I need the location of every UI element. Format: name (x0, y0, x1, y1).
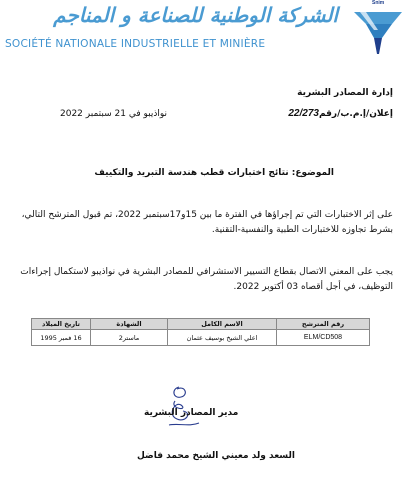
cell-birth-date: 16 فمبر 1995 (32, 330, 91, 346)
table-header-row (32, 319, 370, 330)
reference-label: إعلان/إ.م.ب/رقم (318, 109, 393, 119)
body-paragraph-2: يجب على المعني الاتصال بقطاع التسيير الاستشرافي للمصادر البشرية في نواذيبو لاستكمال إجراءات التوظيف، في أجل أقصاه 03 أكتوبر 2022. (20, 267, 393, 292)
candidates-table (31, 318, 370, 346)
body-paragraph-1: على إثر الاختبارات التي تم إجراؤها في الفترة ما بين 15و17سبتمبر 2022، تم قبول المترشح التالي، بشرط تجاوزه للاختبارات الطبية والنفسية-التقنية. (21, 210, 393, 235)
letter-date: نواذيبو في 21 سبتمبر 2022 (60, 109, 168, 119)
snim-logo (352, 4, 406, 56)
header-birth-date: تاريخ الميلاد (32, 319, 91, 330)
signatory-title: مدير المصادر البشرية (144, 408, 239, 418)
cell-candidate-number: ELM/CD508 (277, 330, 370, 346)
logo-label: Snim (372, 0, 385, 6)
department-label: إدارة المصادر البشرية (297, 88, 393, 98)
header-full-name: الاسم الكامل (168, 319, 277, 330)
header-candidate-number: رقم المترشح (277, 319, 370, 330)
letter-subject: الموضوع: نتائج اختبارات قطب هندسة التبريد والتكييف (94, 168, 334, 178)
cell-full-name: اعلي الشيخ بوسيف عثمان (168, 330, 277, 346)
table-row (32, 330, 370, 346)
company-name-french: SOCIÉTÉ NATIONALE INDUSTRIELLE ET MINIÈRE (5, 38, 266, 50)
cell-degree: ماستر2 (91, 330, 168, 346)
header-degree: الشهادة (91, 319, 168, 330)
reference-line (288, 108, 393, 119)
reference-number: 22/273 (288, 108, 319, 119)
company-name-arabic: الشركة الوطنية للصناعة و المناجم (53, 3, 338, 27)
signatory-name: السعد ولد معيني الشيخ محمد فاضل (137, 451, 295, 461)
